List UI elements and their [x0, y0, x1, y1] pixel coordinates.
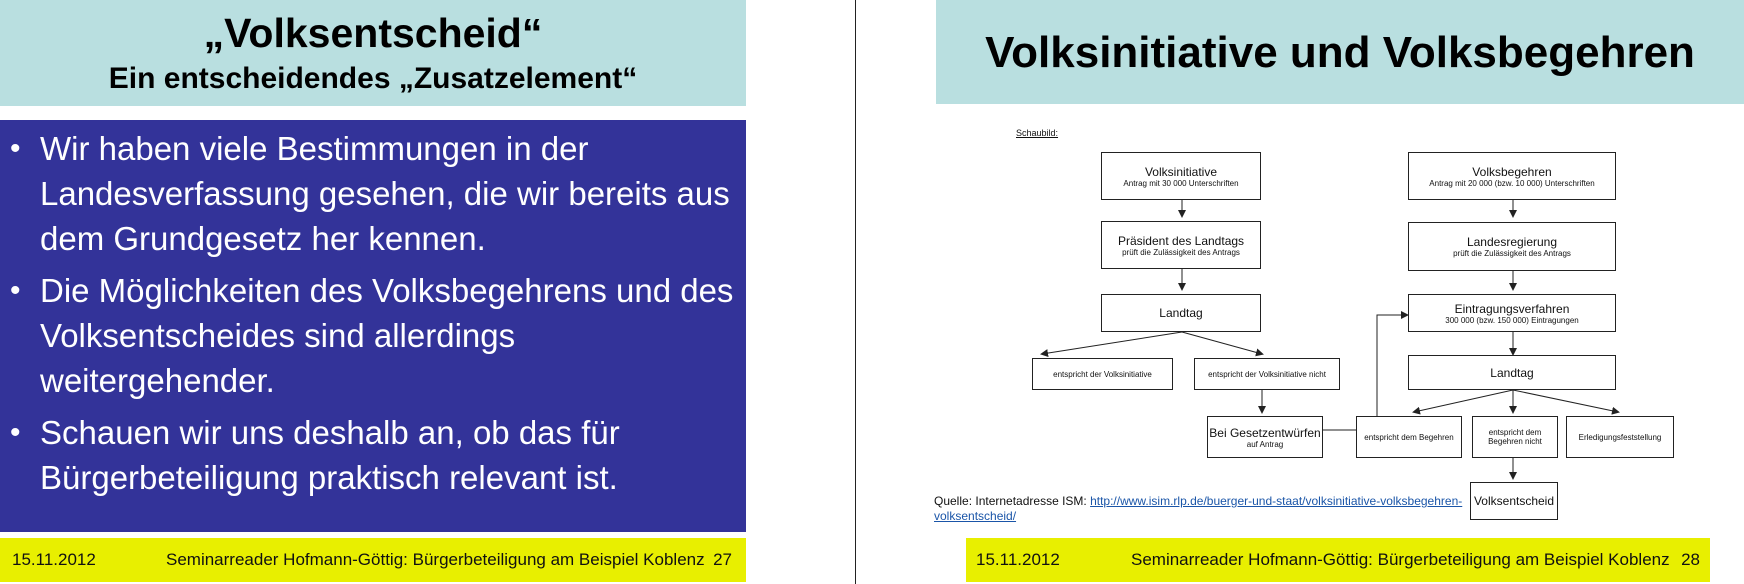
- source-link[interactable]: http://www.isim.rlp.de/buerger-und-staat/volksinitiative-volksbegehren-volksentscheid/: [934, 494, 1463, 523]
- schaubild-label: Schaubild:: [1016, 128, 1059, 138]
- box-title: Landtag: [1490, 365, 1534, 380]
- box-text: entspricht dem Begehren: [1364, 432, 1454, 442]
- box-praesident-landtag: [1101, 221, 1261, 269]
- box-subtitle: prüft die Zulässigkeit des Antrags: [1453, 249, 1571, 258]
- title-line-1: „Volksentscheid“: [203, 10, 543, 56]
- box-title: Präsident des Landtags: [1117, 233, 1245, 248]
- box-landesregierung: [1408, 222, 1616, 271]
- box-subtitle: auf Antrag: [1246, 439, 1284, 449]
- bullet-dot-icon: •: [10, 416, 21, 449]
- footer-date: 15.11.2012: [12, 550, 96, 569]
- bullet-text: Wir haben viele Bestimmungen in der Landesverfassung gesehen, die wir bereits aus dem Grundgesetz her kennen.: [40, 130, 730, 257]
- page-number: 27: [713, 550, 732, 569]
- source-note: [934, 494, 1474, 524]
- bullet-item: [10, 410, 740, 500]
- box-volksinitiative: [1101, 152, 1261, 200]
- box-text: Erledigungsfeststellung: [1578, 432, 1662, 442]
- box-landtag: [1101, 294, 1261, 332]
- slide-title: [0, 0, 746, 106]
- box-text: entspricht der Volksinitiative: [1053, 369, 1152, 379]
- box-subtitle: 300 000 (bzw. 150 000) Eintragungen: [1445, 315, 1579, 325]
- box-title: Volksbegehren: [1472, 164, 1552, 179]
- title-text: Volksinitiative und Volksbegehren: [985, 28, 1695, 77]
- box-title: Bei Gesetzentwürfen: [1209, 425, 1321, 440]
- box-erledigungsfeststellung: [1566, 416, 1674, 458]
- title-line-2: Ein entscheidendes „Zusatzelement“: [108, 62, 638, 95]
- box-volksbegehren: [1408, 152, 1616, 200]
- page-number: 28: [1681, 550, 1700, 569]
- box-eintragungsverfahren: [1408, 294, 1616, 332]
- box-subtitle: Antrag mit 20 000 (bzw. 10 000) Unterschriften: [1429, 178, 1595, 188]
- footer-date: 15.11.2012: [976, 550, 1060, 569]
- slide-27: [0, 0, 746, 584]
- box-subtitle: prüft die Zulässigkeit des Antrags: [1122, 247, 1240, 257]
- bullet-text: Schauen wir uns deshalb an, ob das für Bürgerbeteiligung praktisch relevant ist.: [40, 414, 620, 496]
- box-subtitle: Antrag mit 30 000 Unterschriften: [1123, 178, 1239, 188]
- box-title: Eintragungsverfahren: [1454, 301, 1570, 316]
- box-title: Landesregierung: [1466, 235, 1558, 249]
- bullet-dot-icon: •: [10, 132, 21, 165]
- box-text: entspricht dem Begehren nicht: [1488, 428, 1542, 446]
- box-text: entspricht der Volksinitiative nicht: [1208, 369, 1326, 379]
- box-entspricht-volksinitiative: [1032, 358, 1173, 390]
- slide-footer: [0, 538, 746, 582]
- bullet-text: Die Möglichkeiten des Volksbegehrens und des Volksentscheides sind allerdings weitergehender.: [40, 272, 734, 399]
- source-prefix: Quelle: Internetadresse ISM:: [934, 494, 1091, 508]
- bullet-list: [0, 120, 746, 532]
- box-gesetzentwuerfe: [1207, 416, 1323, 458]
- box-title: Landtag: [1159, 306, 1203, 320]
- footer-text: Seminarreader Hofmann-Göttig: Bürgerbeteiligung am Beispiel Koblenz: [1131, 550, 1670, 569]
- box-entspricht-begehren: [1356, 416, 1462, 458]
- slide-footer: [966, 538, 1710, 582]
- slide-28: [856, 0, 1744, 584]
- bullet-item: [10, 126, 740, 261]
- footer-text: Seminarreader Hofmann-Göttig: Bürgerbeteiligung am Beispiel Koblenz: [166, 550, 705, 569]
- box-entspricht-volksinitiative-nicht: [1194, 358, 1340, 390]
- box-title: Volksinitiative: [1144, 164, 1218, 179]
- box-volksentscheid: [1470, 482, 1558, 520]
- bullet-item: [10, 268, 740, 403]
- box-entspricht-begehren-nicht: [1472, 416, 1558, 458]
- box-landtag-2: [1408, 355, 1616, 390]
- bullet-dot-icon: •: [10, 274, 21, 307]
- box-title: Volksentscheid: [1473, 494, 1555, 508]
